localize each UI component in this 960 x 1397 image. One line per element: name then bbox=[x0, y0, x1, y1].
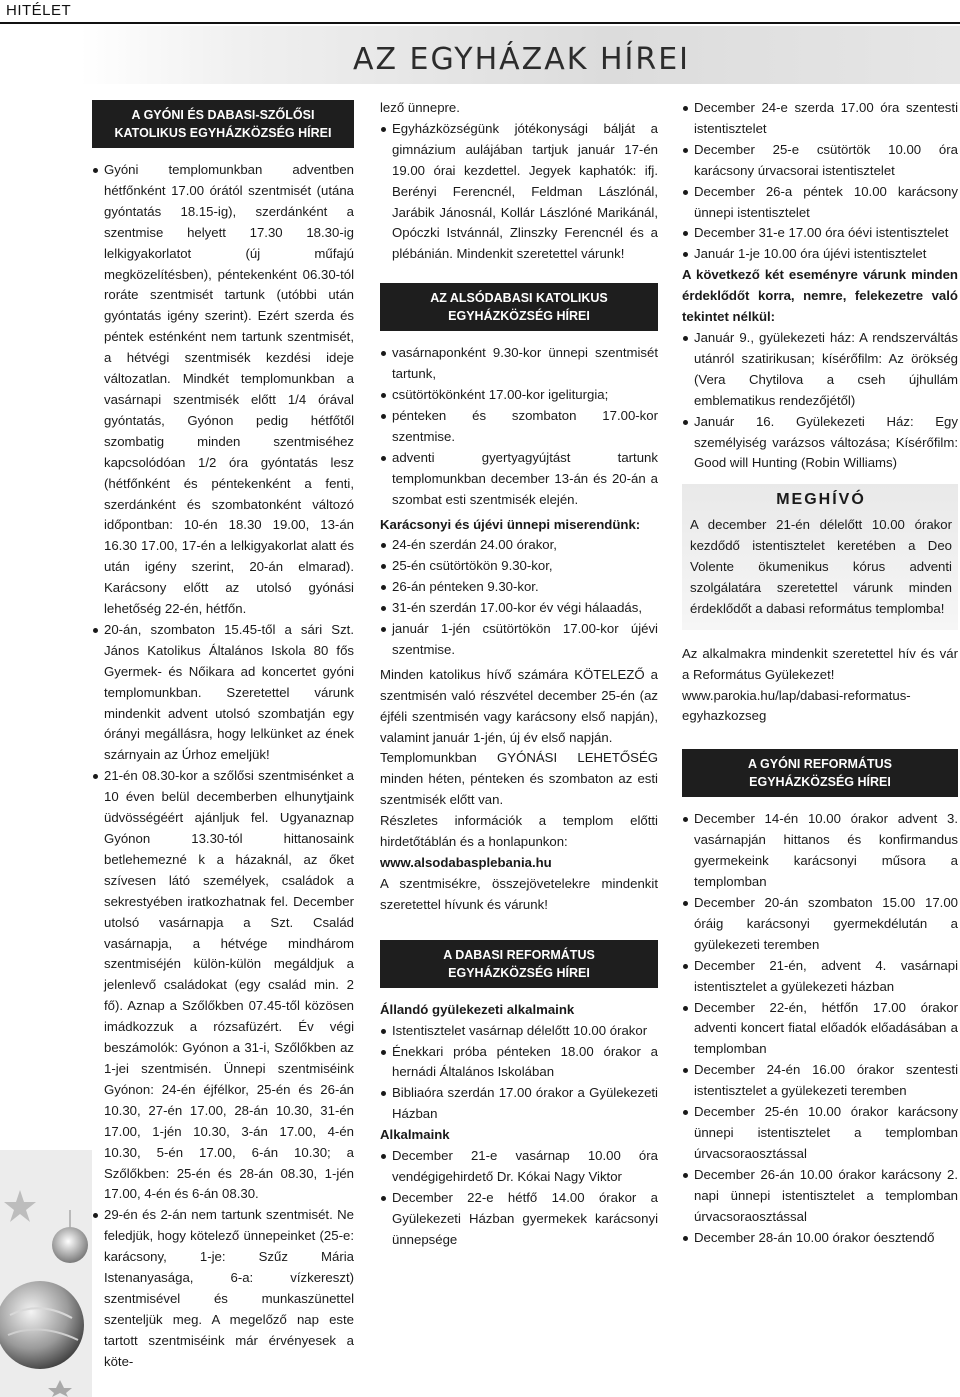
column-1 bbox=[92, 98, 354, 1373]
column-3 bbox=[682, 98, 958, 1248]
list-item: adventi gyertyagyújtást tartunk templomunkban december 13-án és 20-án a szombat esti szentmisék elején. bbox=[380, 448, 658, 511]
paragraph: Templomunkban GYÓNÁSI LEHETŐSÉG minden héten, pénteken és szombaton az esti szentmisék előtt van. bbox=[380, 750, 658, 808]
list-item: 29-én és 2-án nem tartunk szentmisét. Ne feledjük, hogy kötelező ünnepeinket (25-e: karácsony, 1-je: Szűz Mária Istenanyasága, 6-a: vízkereszt) szentmisével és munkaszünettel szenteljük meg. A megelőző nap este tartott szentmiséink már érvényesek a köte- bbox=[92, 1205, 354, 1372]
list-item: December 21-én, advent 4. vasárnapi istentisztelet a gyülekezeti házban bbox=[682, 956, 958, 998]
list-item: 20-án, szombaton 15.45-től a sári Szt. János Katolikus Általános Iskola 80 fős Gyermek- és Nőikara ad koncertet gyóni templomunkban. Szeretettel várunk mindenkit advent utolsó szombatján egy órányi megállásra, hogy lelkünket az ének szárnyain az Úrhoz emeljük! bbox=[92, 620, 354, 766]
list-item: 31-én szerdán 17.00-kor év végi hálaadás, bbox=[380, 598, 658, 619]
schedule-list bbox=[380, 343, 658, 510]
occasions-list bbox=[380, 1146, 658, 1251]
paragraph: Az alkalmakra mindenkit szeretettel hív és vár a Református Gyülekezet! bbox=[682, 645, 958, 682]
service-list bbox=[682, 98, 958, 265]
list-item: December 21-e vasárnap 10.00 óra vendégigehirdető Dr. Kókai Nagy Viktor bbox=[380, 1146, 658, 1188]
list-item: December 22-e hétfő 14.00 órakor a Gyülekezeti Házban gyermekek karácsonyi ünnepsége bbox=[380, 1188, 658, 1251]
christmas-ornament-decoration bbox=[0, 1150, 92, 1397]
list-item: 21-én 08.30-kor a szőlősi szentmisénket a 10 éven belül decemberben elhunytjaink üdvösségéért ajánljuk fel. Ugyanaznap Gyónon 13.30-tól hittanosaink betlehemezné k a házaknál, az őket szívesen látó személyek, családok a sekrestyében iratkozhatnak fel. December utolsó vasárnapja a Szt. Család vasárnapja, a hétvége mindhárom szentmiséjén külön-külön megáldjuk a jelenlevő családokat (egy család min. 2 fő). Aznap a Szőlőkben 07.45-től közösen imádkozzuk a rózsafüzért. Év végi beszámolók: Gyónon a 31-i, Szőlőkben az 1-jei szentmisén. Ünnepi szentmiséink Gyónon: 24-én éjfélkor, 25-én és 26-án 10.30, 27-én 17.00, 28-án 10.30, 31-én 17.00, 1-jén 10.30, 3-án 17.00, 4-én 10.30, 5-én 17.00, 6-án 10.30; a Szőlőkben: 25-én és 28-án 08.30, 1-jén 17.00, 4-én és 6-án 08.30. bbox=[92, 766, 354, 1205]
list-item: December 24-én 16.00 órakor szentesti istentisztelet a gyülekezeti teremben bbox=[682, 1060, 958, 1102]
continued-text: lező ünnepre. bbox=[380, 100, 460, 115]
list-item: December 14-én 10.00 órakor advent 3. vasárnapján hittanos és konfirmandus gyermekeink karácsonyi műsora a templomban bbox=[682, 809, 958, 893]
page-title: AZ EGYHÁZAK HÍREI bbox=[352, 42, 690, 77]
list-item: Január 16. Gyülekezeti Ház: Egy személyiség varázsos változása; Kísérőfilm: Good will Hunting (Robin Williams) bbox=[682, 412, 958, 475]
paragraph: Minden katolikus hívő számára KÖTELEZŐ a szentmisén való részvétel december 25-én (az éjféli szentmisén vagy karácsony első napján), valamint január 1-jén, új év első napján. bbox=[380, 666, 658, 745]
subheading: Állandó gyülekezeti alkalmaink bbox=[380, 1001, 575, 1017]
section-header-line: EGYHÁZKÖZSÉG HÍREI bbox=[448, 965, 590, 980]
invitation-text: A december 21-én délelőtt 10.00 órakor kezdődő istentisztelet keretében a Deo Volente ökumenikus kórus adventi szolgálatára szeretettel várunk minden érdeklődőt a dabasi református templomba! bbox=[690, 517, 952, 616]
section-header-line: KATOLIKUS EGYHÁZKÖZSÉG HÍREI bbox=[114, 126, 332, 140]
events-list bbox=[682, 809, 958, 1248]
list-item: Január 9., gyülekezeti ház: A rendszerváltás utánról szatirikusan; kísérőfilm: Az örökség (Vera Chytilova a cseh újhullám emblematikus rendezőjétől) bbox=[682, 328, 958, 412]
section-label: HITÉLET bbox=[6, 2, 72, 19]
news-list bbox=[92, 160, 354, 1373]
section-header-line: EGYHÁZKÖZSÉG HÍREI bbox=[448, 309, 590, 324]
list-item: December 25-én 10.00 órakor karácsony ünnepi istentisztelet a templomban úrvacsoraosztással bbox=[682, 1102, 958, 1165]
events-list bbox=[682, 328, 958, 474]
list-item: 26-án pénteken 9.30-kor. bbox=[380, 577, 658, 598]
section-header-line: A GYÓNI REFORMÁTUS bbox=[748, 757, 892, 772]
regular-events-list bbox=[380, 1021, 658, 1126]
list-item: December 26-a péntek 10.00 karácsony ünnepi istentisztelet bbox=[682, 182, 958, 224]
list-item: December 28-án 10.00 órakor óesztendő bbox=[682, 1228, 958, 1249]
list-item: vasárnaponként 9.30-kor ünnepi szentmisét tartunk, bbox=[380, 343, 658, 385]
list-item: Egyházközségünk jótékonysági bálját a gimnázium aulájában tartjuk január 17-én 19.00 órai kezdettel. Jegyek kaphatók: ifj. Berényi Ferencnél, Feldman Lászlónál, Jarábik Jánosnál, Kollár Lászlóné Marikánál, Opóczki Istvánnál, Zlinszky Ferencnél és a plébánián. Mindenkit szeretettel várunk! bbox=[380, 119, 658, 265]
subheading: Karácsonyi és újévi ünnepi miserendünk: bbox=[380, 516, 641, 532]
list-item: Bibliaóra szerdán 17.00 órakor a Gyülekezeti Házban bbox=[380, 1083, 658, 1125]
section-header-gyoni-dabasi-katolikus bbox=[92, 100, 354, 148]
list-item: Énekkari próba pénteken 18.00 órakor a hernádi Általános Iskolában bbox=[380, 1042, 658, 1084]
list-item: December 24-e szerda 17.00 óra szentesti istentisztelet bbox=[682, 98, 958, 140]
list-item: December 31-e 17.00 óra óévi istentisztelet bbox=[682, 223, 958, 244]
list-item: Istentisztelet vasárnap délelőtt 10.00 órakor bbox=[380, 1021, 658, 1042]
invitation-title: MEGHÍVÓ bbox=[776, 491, 866, 509]
news-list bbox=[380, 119, 658, 265]
list-item: December 22-én, hétfőn 17.00 órakor adventi koncert fiatal előadók előadásában a templomban bbox=[682, 998, 958, 1061]
list-item: December 20-án szombaton 15.00 17.00 óráig karácsonyi gyermekdélután a gyülekezeti teremben bbox=[682, 893, 958, 956]
section-header-alsodabasi-katolikus bbox=[380, 283, 658, 331]
list-item: 25-én csütörtökön 9.30-kor, bbox=[380, 556, 658, 577]
website-link[interactable]: www.alsodabasplebania.hu bbox=[380, 855, 552, 870]
invitation-box bbox=[682, 484, 958, 629]
list-item: csütörtökönként 17.00-kor igeliturgia; bbox=[380, 385, 658, 406]
list-item: január 1-jén csütörtökön 17.00-kor újévi szentmise. bbox=[380, 619, 658, 661]
section-header-gyoni-reformatus bbox=[682, 749, 958, 797]
paragraph: A szentmisékre, összejövetelekre mindenkit szeretettel hívunk és várunk! bbox=[380, 875, 658, 912]
section-header-line: EGYHÁZKÖZSÉG HÍREI bbox=[749, 775, 891, 790]
paragraph: Részletes információk a templom előtti hirdetőtáblán és a honlapunkon: bbox=[380, 813, 658, 850]
column-2 bbox=[380, 98, 658, 1251]
list-item: 24-én szerdán 24.00 órakor, bbox=[380, 535, 658, 556]
section-header-line: A DABASI REFORMÁTUS bbox=[443, 947, 595, 962]
section-header-dabasi-reformatus bbox=[380, 940, 658, 988]
mass-schedule-list bbox=[380, 535, 658, 660]
section-header-line: AZ ALSÓDABASI KATOLIKUS bbox=[430, 291, 608, 306]
list-item: December 26-án 10.00 órakor karácsony 2. napi ünnepi istentisztelet a templomban úrvacsoraosztással bbox=[682, 1165, 958, 1228]
list-item: December 25-e csütörtök 10.00 óra karácsony úrvacsorai istentisztelet bbox=[682, 140, 958, 182]
section-header-line: A GYÓNI ÉS DABASI-SZŐLŐSI bbox=[131, 108, 315, 122]
subheading: A következő két eseményre várunk minden érdeklődőt korra, nemre, felekezetre való tekintet nélkül: bbox=[682, 267, 958, 325]
top-rule bbox=[0, 22, 960, 24]
list-item: Gyóni templomunkban adventben hétfőnként 17.00 órától szentmisét (utána gyóntatás 18.15-ig), szerdánként a szentmise helyett 17.30 18.30-ig lelkigyakorlatot (új műfajú megközelítésben), péntekenként 06.30-tól roráte szentmisét tartunk (utóbbi után gyóntatás igény szerint). Ezért szerda és péntek esténként nem tartunk szentmisét, a hétvégi szentmisék kezdési ideje változatlan. Mindkét templomunkban a vasárnapi szentmisék előtt 1/4 órával gyóntatás, Gyónon pedig hétfőtől szombatig minden szentmiséhez kapcsolódóan 1/2 óra gyóntatás lesz (hétfőnként és péntekenként a fenti, szerdánként és szombatonként változó időpontban: 10-én 18.30 19.00, 13-án 16.30 17.00, 17-én a lelkigyakorlat alatt és után igény szerint, 20-án elmarad). Karácsony előtt az utolsó gyónási lehetőség 22-én, hétfőn. bbox=[92, 160, 354, 620]
website-link[interactable]: www.parokia.hu/lap/dabasi-reformatus-egyhazkozseg bbox=[682, 687, 911, 724]
list-item: pénteken és szombaton 17.00-kor szentmise. bbox=[380, 406, 658, 448]
list-item: Január 1-je 10.00 óra újévi istentisztelet bbox=[682, 244, 958, 265]
subheading: Alkalmaink bbox=[380, 1127, 450, 1143]
